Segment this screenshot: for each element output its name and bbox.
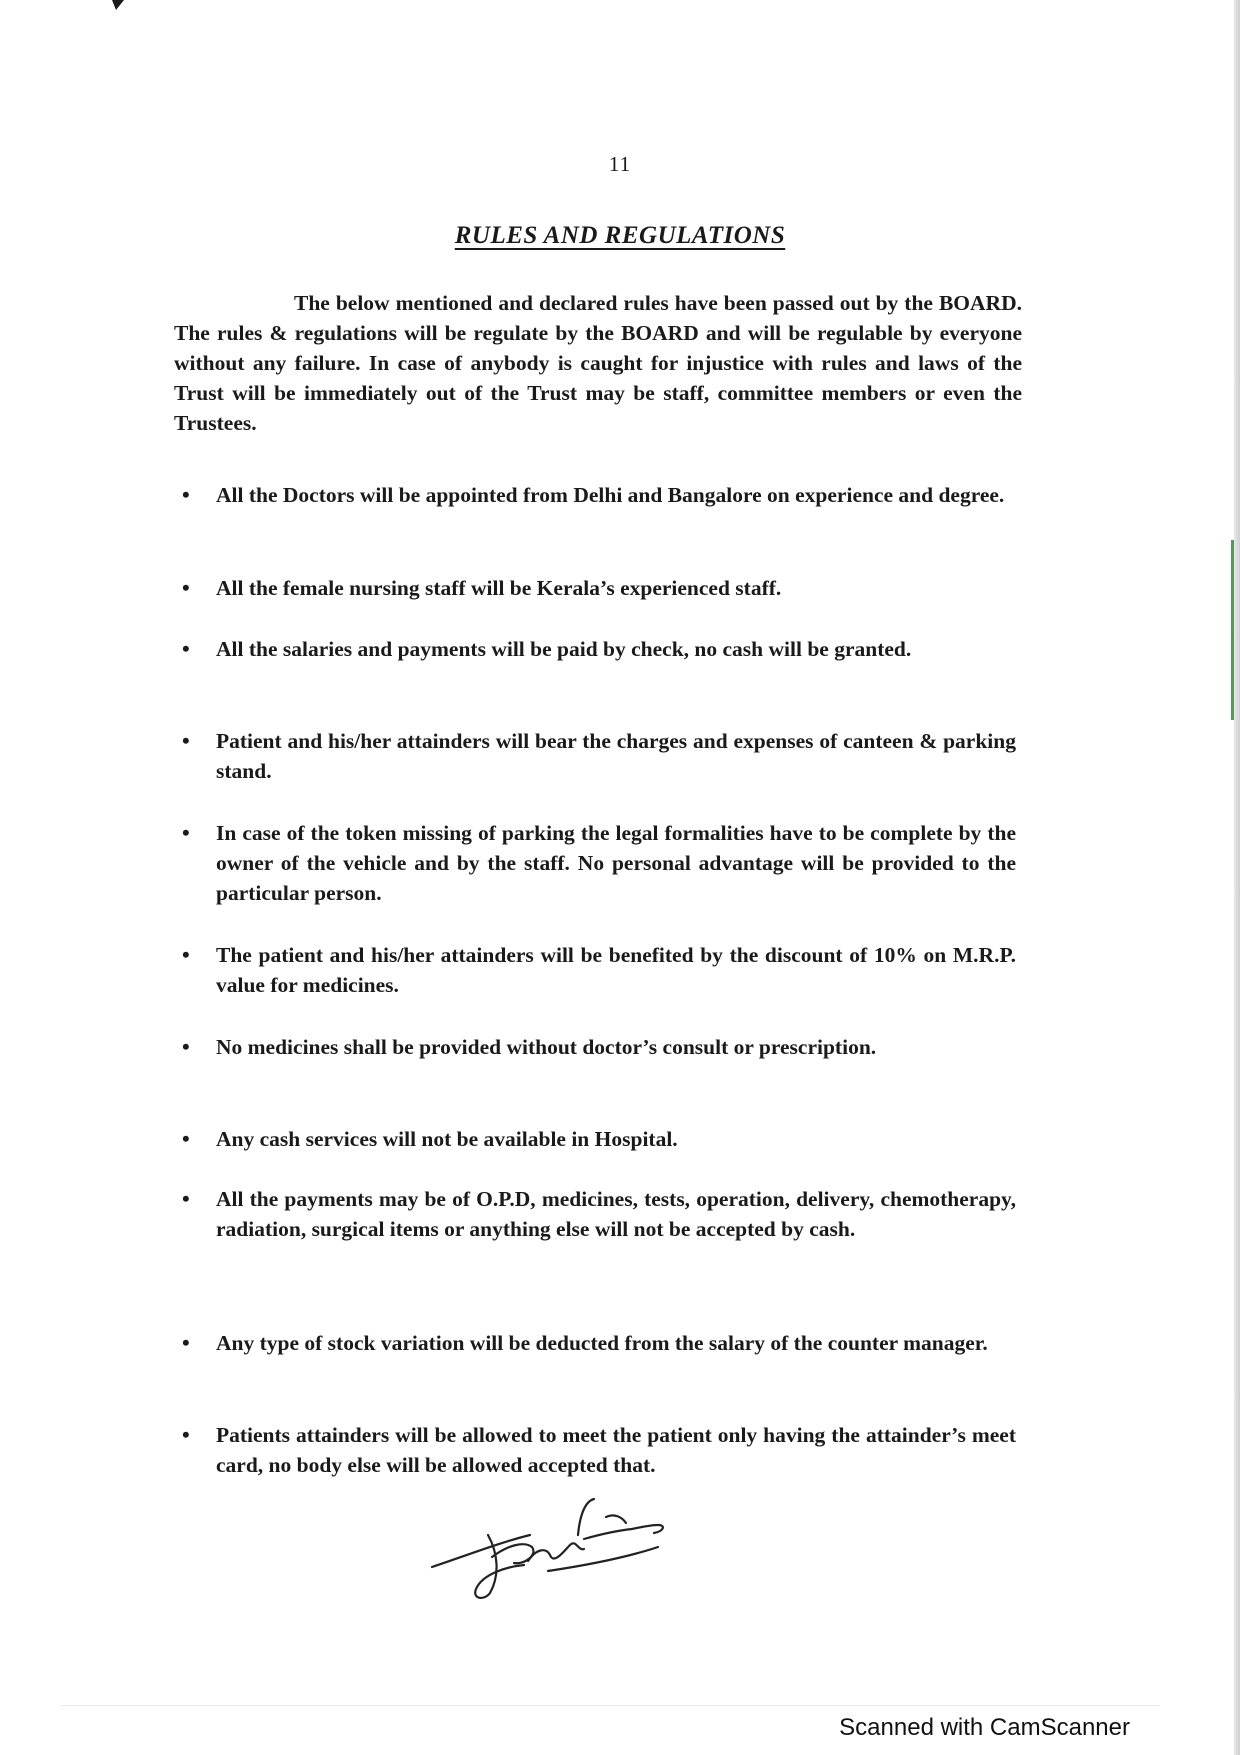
bullet-icon: • xyxy=(182,1422,190,1447)
rule-item xyxy=(182,818,1016,908)
rule-text: All the Doctors will be appointed from Delhi and Bangalore on experience and degree. xyxy=(216,483,1005,507)
page-edge-shadow xyxy=(1234,0,1240,1755)
rule-text: The patient and his/her attainders will be benefited by the discount of 10% on M.R.P. value for medicines. xyxy=(216,943,1016,997)
rule-item xyxy=(182,726,1016,786)
handwritten-signature xyxy=(428,1495,708,1605)
bullet-icon: • xyxy=(182,636,190,661)
scanner-watermark: Scanned with CamScanner xyxy=(839,1714,1130,1741)
bullet-icon: • xyxy=(182,820,190,845)
intro-paragraph: The below mentioned and declared rules have been passed out by the BOARD. The rules & regulations will be regulate by the BOARD and will be regulable by everyone without any failure. In case of anybody is caught for injustice with rules and laws of the Trust will be immediately out of the Trust may be staff, committee members or even the Trustees. xyxy=(174,291,1022,435)
rule-text: All the salaries and payments will be paid by check, no cash will be granted. xyxy=(216,637,912,661)
rule-item xyxy=(182,634,1016,664)
rule-item xyxy=(182,1032,1016,1062)
bullet-icon: • xyxy=(182,942,190,967)
bullet-icon: • xyxy=(182,1034,190,1059)
rule-text: Any type of stock variation will be deducted from the salary of the counter manager. xyxy=(216,1331,988,1355)
page-number: 11 xyxy=(608,152,632,176)
rule-text: All the payments may be of O.P.D, medicines, tests, operation, delivery, chemotherapy, radiation, surgical items or anything else will not be accepted by cash. xyxy=(216,1187,1016,1241)
footer-divider xyxy=(60,1705,1160,1706)
rule-text: All the female nursing staff will be Kerala’s experienced staff. xyxy=(216,576,782,600)
rule-text: No medicines shall be provided without doctor’s consult or prescription. xyxy=(216,1035,877,1059)
rule-text: Patient and his/her attainders will bear the charges and expenses of canteen & parking stand. xyxy=(216,729,1016,783)
rule-item xyxy=(182,940,1016,1000)
rule-text: Any cash services will not be available in Hospital. xyxy=(216,1127,678,1151)
rule-item xyxy=(182,1184,1016,1244)
rule-text: In case of the token missing of parking the legal formalities have to be complete by the owner of the vehicle and by the staff. No personal advantage will be provided to the particular person. xyxy=(216,821,1016,905)
rule-item xyxy=(182,1124,1016,1154)
rule-item xyxy=(182,573,1016,603)
corner-mark xyxy=(112,0,124,10)
bullet-icon: • xyxy=(182,1126,190,1151)
bullet-icon: • xyxy=(182,728,190,753)
bullet-icon: • xyxy=(182,482,190,507)
bullet-icon: • xyxy=(182,1330,190,1355)
rule-text: Patients attainders will be allowed to meet the patient only having the attainder’s meet card, no body else will be allowed accepted that. xyxy=(216,1423,1016,1477)
page-title: RULES AND REGULATIONS xyxy=(454,222,786,249)
rule-item xyxy=(182,1328,1016,1358)
rule-item xyxy=(182,1420,1016,1480)
bullet-icon: • xyxy=(182,575,190,600)
bullet-icon: • xyxy=(182,1186,190,1211)
rule-item xyxy=(182,480,1016,510)
binding-mark xyxy=(1231,540,1234,720)
